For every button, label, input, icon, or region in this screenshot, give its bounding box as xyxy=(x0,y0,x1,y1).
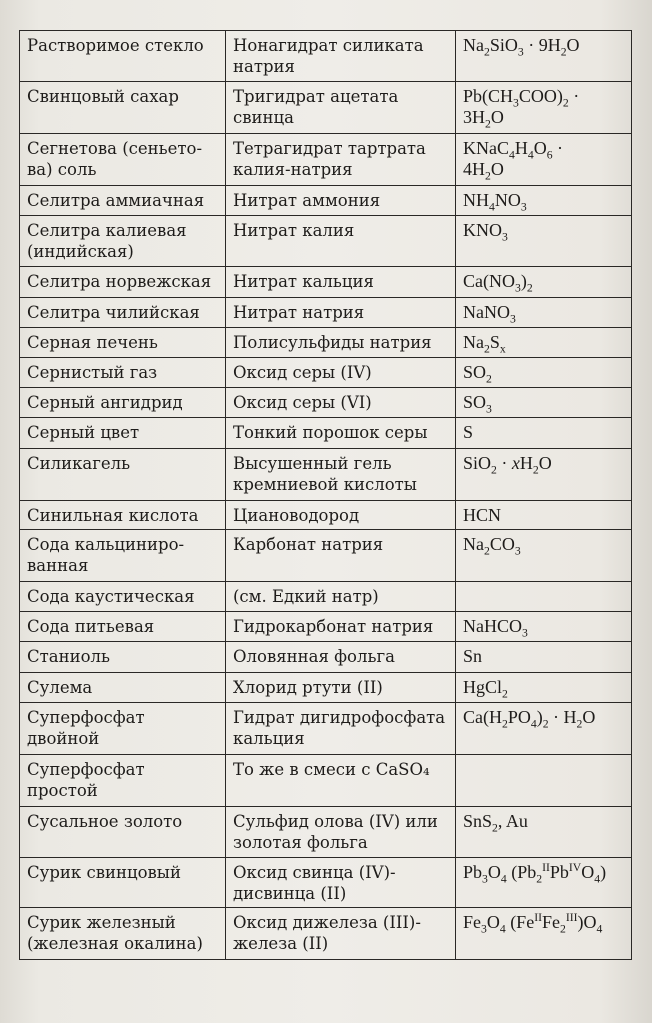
systematic-name-cell: Нитрат калия xyxy=(226,216,456,267)
table-row xyxy=(20,186,632,216)
table-row xyxy=(20,612,632,642)
systematic-name-cell: Нитрат аммония xyxy=(226,186,456,216)
table-row xyxy=(20,449,632,501)
trivial-name-cell: Синильная кислота xyxy=(20,501,226,530)
trivial-name-cell: Суперфосфат двойной xyxy=(20,703,226,755)
formula-cell: HCN xyxy=(456,501,632,530)
systematic-name-cell: Нитрат кальция xyxy=(226,267,456,298)
table-row xyxy=(20,418,632,449)
table-row xyxy=(20,673,632,703)
formula-cell: $Ca(NO_3)_2$ xyxy=(456,267,632,298)
systematic-name-cell: Хлорид ртути (II) xyxy=(226,673,456,703)
table-row xyxy=(20,298,632,328)
trivial-name-cell: Сегнетова (сеньето-ва) соль xyxy=(20,134,226,186)
systematic-name-cell: Нонагидрат силиката натрия xyxy=(226,31,456,82)
systematic-name-cell: Карбонат натрия xyxy=(226,530,456,582)
systematic-name-cell: Тригидрат ацетата свинца xyxy=(226,82,456,134)
table-row xyxy=(20,582,632,612)
table-row xyxy=(20,216,632,267)
systematic-name-cell: Высушенный гель кремниевой кислоты xyxy=(226,449,456,501)
table-row xyxy=(20,703,632,755)
trivial-name-cell: Серный ангидрид xyxy=(20,388,226,418)
systematic-name-cell: То же в смеси с CaSO₄ xyxy=(226,755,456,807)
trivial-name-cell: Сурик свинцовый xyxy=(20,858,226,908)
trivial-name-cell: Серный цвет xyxy=(20,418,226,449)
trivial-name-cell: Сода питьевая xyxy=(20,612,226,642)
table-row xyxy=(20,530,632,582)
trivial-name-cell: Сусальное золото xyxy=(20,807,226,858)
formula-cell: HgCl$_2$ xyxy=(456,673,632,703)
trivial-name-cell: Серная печень xyxy=(20,328,226,358)
systematic-name-cell: Оловянная фольга xyxy=(226,642,456,673)
table-row xyxy=(20,358,632,388)
trivial-name-cell: Сода кальциниро-ванная xyxy=(20,530,226,582)
formula-cell: $KNO_3$ xyxy=(456,216,632,267)
trivial-name-cell: Селитра аммиачная xyxy=(20,186,226,216)
formula-cell xyxy=(456,582,632,612)
trivial-name-cell: Растворимое стекло xyxy=(20,31,226,82)
formula-cell: $Fe_3O_4$ $(Fe^{II}Fe_2^{III})O_4$ xyxy=(456,908,632,960)
formula-cell: Sn xyxy=(456,642,632,673)
trivial-name-cell: Селитра калиевая (индийская) xyxy=(20,216,226,267)
table-body xyxy=(20,31,632,960)
trivial-name-cell: Сулема xyxy=(20,673,226,703)
systematic-name-cell: Оксид дижелеза (III)-железа (II) xyxy=(226,908,456,960)
formula-cell: S xyxy=(456,418,632,449)
systematic-name-cell: Оксид свинца (IV)-дисвинца (II) xyxy=(226,858,456,908)
formula-cell: $Pb(CH_3COO)_2$ · $3H_2O$ xyxy=(456,82,632,134)
systematic-name-cell: Оксид серы (VI) xyxy=(226,388,456,418)
trivial-name-cell: Селитра чилийская xyxy=(20,298,226,328)
chemical-names-table xyxy=(19,30,632,960)
trivial-name-cell: Силикагель xyxy=(20,449,226,501)
trivial-name-cell: Станиоль xyxy=(20,642,226,673)
systematic-name-cell: Тетрагидрат тартрата калия-натрия xyxy=(226,134,456,186)
trivial-name-cell: Сурик железный (железная окалина) xyxy=(20,908,226,960)
systematic-name-cell: Тонкий порошок серы xyxy=(226,418,456,449)
table-row xyxy=(20,31,632,82)
table-row xyxy=(20,328,632,358)
systematic-name-cell: Сульфид олова (IV) или золотая фольга xyxy=(226,807,456,858)
table-row xyxy=(20,858,632,908)
systematic-name-cell: Оксид серы (IV) xyxy=(226,358,456,388)
trivial-name-cell: Сернистый газ xyxy=(20,358,226,388)
systematic-name-cell: Гидрат дигидрофосфата кальция xyxy=(226,703,456,755)
formula-cell: NaHCO$_3$ xyxy=(456,612,632,642)
formula-cell: NaNO$_3$ xyxy=(456,298,632,328)
table-row xyxy=(20,501,632,530)
trivial-name-cell: Селитра норвежская xyxy=(20,267,226,298)
formula-cell: $Ca(H_2PO_4)_2 \cdot H_2O$ xyxy=(456,703,632,755)
formula-cell xyxy=(456,755,632,807)
systematic-name-cell: Полисульфиды натрия xyxy=(226,328,456,358)
systematic-name-cell: (см. Едкий натр) xyxy=(226,582,456,612)
systematic-name-cell: Гидрокарбонат натрия xyxy=(226,612,456,642)
trivial-name-cell: Суперфосфат простой xyxy=(20,755,226,807)
formula-cell: $KNaC_4H_4O_6$ · $4H_2O$ xyxy=(456,134,632,186)
formula-cell: $SO_2$ xyxy=(456,358,632,388)
trivial-name-cell: Сода каустическая xyxy=(20,582,226,612)
table-row xyxy=(20,908,632,960)
table-row xyxy=(20,388,632,418)
formula-cell: $SO_3$ xyxy=(456,388,632,418)
table-row xyxy=(20,134,632,186)
formula-cell: $Na_2S_x$ xyxy=(456,328,632,358)
table-row xyxy=(20,755,632,807)
table-row xyxy=(20,642,632,673)
formula-cell: $SiO_2 \cdot xH_2O$ xyxy=(456,449,632,501)
table-row xyxy=(20,82,632,134)
formula-cell: $Na_2CO_3$ xyxy=(456,530,632,582)
formula-cell: $NH_4NO_3$ xyxy=(456,186,632,216)
trivial-name-cell: Свинцовый сахар xyxy=(20,82,226,134)
formula-cell: $Pb_3O_4$ $(Pb_2^{II}Pb^{IV}O_4)$ xyxy=(456,858,632,908)
formula-cell: $Na_2SiO_3 \cdot 9H_2O$ xyxy=(456,31,632,82)
systematic-name-cell: Нитрат натрия xyxy=(226,298,456,328)
formula-cell: SnS$_2$, Au xyxy=(456,807,632,858)
table-row xyxy=(20,267,632,298)
systematic-name-cell: Циановодород xyxy=(226,501,456,530)
table-row xyxy=(20,807,632,858)
